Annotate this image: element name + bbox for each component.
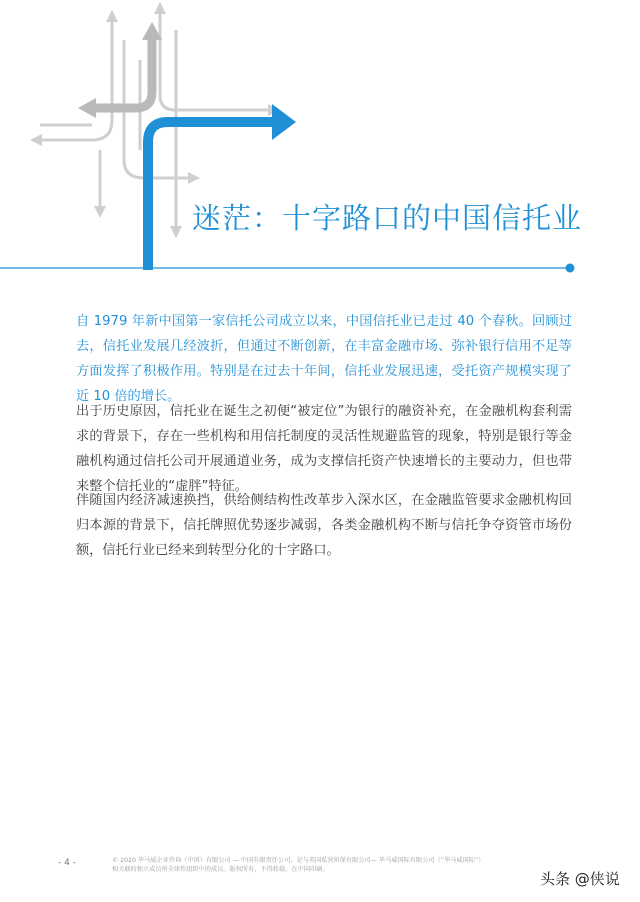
legal-line: © 2020 毕马威企业咨询（中国）有限公司 — 中国有限责任公司，是与英国私营担保有限公司— 毕马威国际有限公司（“毕马威国际”） [112, 857, 485, 864]
body-paragraph: 出于历史原因，信托业在诞生之初便“被定位”为银行的融资补充，在金融机构套利需求的背景下，存在一些机构和用信托制度的灵活性规避监管的现象，特别是银行等金融机构通过信托公司开展通道业务，成为支撑信托资产快速增长的主要动力，但也带来整个信托业的“虚胖”特征。 [76, 404, 572, 494]
footer-legal-text [112, 856, 552, 874]
watermark: 头条 @侠说 [540, 870, 620, 888]
legal-line: 相关联的独立成员所全球性组织中的成员。版权所有，不得转载。在中国印刷。 [112, 866, 329, 873]
page-number: - 4 - [58, 858, 76, 868]
page-title: 迷茫：十字路口的中国信托业 [192, 201, 583, 235]
intro-paragraph: 自 1979 年新中国第一家信托公司成立以来，中国信托业已走过 40 个春秋。回顾过去，信托业发展几经波折，但通过不断创新，在丰富金融市场、弥补银行信用不足等方面发挥了积极作用。特别是在过去十年间，信托业发展迅速，受托资产规模实现了近 10 倍的增长。 [76, 314, 572, 404]
body-paragraph: 伴随国内经济减速换挡，供给侧结构性改革步入深水区，在金融监管要求金融机构回归本源的背景下，信托牌照优势逐步减弱，各类金融机构不断与信托争夺资管市场份额，信托行业已经来到转型分化的十字路口。 [76, 493, 572, 558]
crossroads-arrow-graphic [0, 0, 640, 280]
